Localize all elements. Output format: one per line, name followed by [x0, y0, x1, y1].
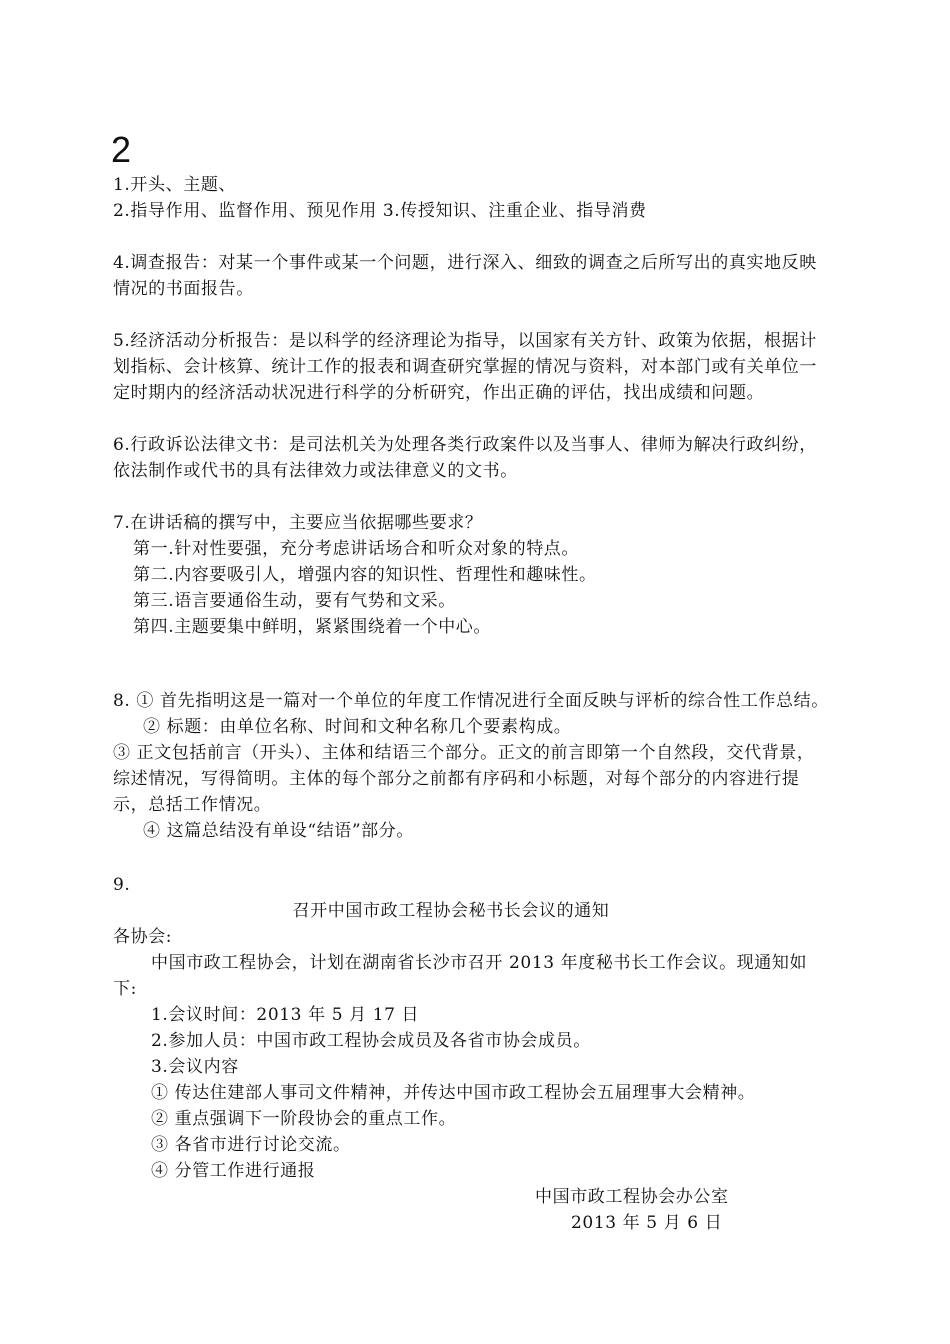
answer-7-item-2: 第二.内容要吸引人，增强内容的知识性、哲理性和趣味性。 — [133, 565, 597, 585]
spacer — [113, 484, 829, 510]
notice-attendees: 2.参加人员：中国市政工程协会成员及各省市协会成员。 — [151, 1031, 591, 1051]
answer-7-item-3: 第三.语言要通俗生动，要有气势和文采。 — [133, 591, 456, 611]
spacer — [113, 302, 829, 328]
notice-content-item-4: ④ 分管工作进行通报 — [151, 1161, 316, 1181]
answer-8-paragraph-2: ② 标题：由单位名称、时间和文种名称几个要素构成。 — [143, 717, 572, 737]
answer-8-paragraph-4: ④ 这篇总结没有单设“结语”部分。 — [143, 821, 414, 841]
answer-7-question: 7.在讲话稿的撰写中，主要应当依据哪些要求？ — [113, 513, 483, 533]
spacer — [113, 844, 829, 872]
answer-8-paragraph-1: 8. ① 首先指明这是一篇对一个单位的年度工作情况进行全面反映与评析的综合性工作总结。 — [113, 691, 829, 711]
notice-time: 1.会议时间：2013 年 5 月 17 日 — [151, 1005, 420, 1025]
answer-1: 1.开头、主题、 — [113, 175, 237, 195]
answer-9-label: 9. — [113, 875, 131, 895]
notice-date: 2013 年 5 月 6 日 — [571, 1213, 723, 1233]
answer-6: 6.行政诉讼法律文书：是司法机关为处理各类行政案件以及当事人、律师为解决行政纠纷，依法制作或代书的具有法律效力或法律意义的文书。 — [113, 435, 817, 481]
notice-content-label: 3.会议内容 — [151, 1057, 239, 1077]
notice-title: 召开中国市政工程协会秘书长会议的通知 — [292, 901, 610, 921]
spacer — [113, 224, 829, 250]
answer-7-item-4: 第四.主题要集中鲜明，紧紧围绕着一个中心。 — [133, 617, 492, 637]
answer-8-paragraph-3: ③ 正文包括前言（开头）、主体和结语三个部分。正文的前言即第一个自然段，交代背景，综述情况，写得简明。主体的每个部分之前都有序码和小标题，对每个部分的内容进行提示，总括工作情况。 — [113, 743, 815, 815]
document-content — [113, 172, 829, 1236]
notice-content-item-2: ② 重点强调下一阶段协会的重点工作。 — [151, 1109, 457, 1129]
page-heading-number: 2 — [111, 129, 132, 170]
answer-2-3: 2.指导作用、监督作用、预见作用 3.传授知识、注重企业、指导消费 — [113, 201, 647, 221]
notice-signature: 中国市政工程协会办公室 — [535, 1187, 729, 1207]
answer-5: 5.经济活动分析报告：是以科学的经济理论为指导，以国家有关方针、政策为依据，根据计划指标、会计核算、统计工作的报表和调查研究掌握的情况与资料，对本部门或有关单位一定时期内的经济活动状况进行科学的分析研究，作出正确的评估，找出成绩和问题。 — [113, 331, 817, 403]
notice-intro: 中国市政工程协会，计划在湖南省长沙市召开 2013 年度秘书长工作会议。现通知如下: — [113, 953, 808, 999]
answer-4: 4.调查报告：对某一个事件或某一个问题，进行深入、细致的调查之后所写出的真实地反映情况的书面报告。 — [113, 253, 817, 299]
notice-content-item-1: ① 传达住建部人事司文件精神，并传达中国市政工程协会五届理事大会精神。 — [151, 1083, 756, 1103]
answer-7-item-1: 第一.针对性要强，充分考虑讲话场合和听众对象的特点。 — [133, 539, 580, 559]
notice-salutation: 各协会: — [113, 927, 173, 947]
spacer — [113, 640, 829, 688]
notice-content-item-3: ③ 各省市进行讨论交流。 — [151, 1135, 351, 1155]
spacer — [113, 406, 829, 432]
